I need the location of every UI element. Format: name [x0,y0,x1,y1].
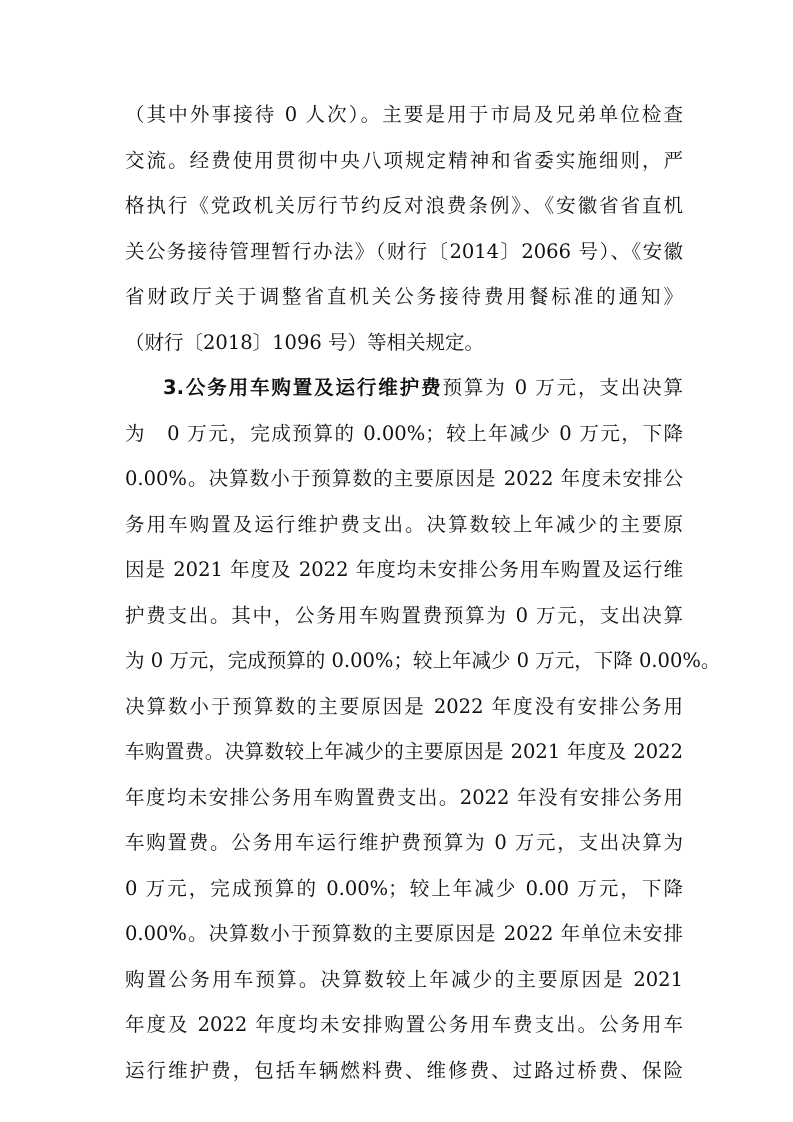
text-line: 年度及 2022 年度均未安排购置公务用车费支出。公务用车 [125,1013,683,1036]
text-line: 运行维护费，包括车辆燃料费、维修费、过路过桥费、保险 [125,1058,683,1082]
text-line: （财行〔2018〕1096 号）等相关规定。 [125,330,484,354]
text-line: 交流。经费使用贯彻中央八项规定精神和省委实施细则，严 [125,148,683,172]
text-span: 预算为 0 万元，支出决算 [442,376,683,399]
text-line: 决算数小于预算数的主要原因是 2022 年度没有安排公务用 [125,694,683,718]
text-line: 购置公务用车预算。决算数较上年减少的主要原因是 2021 [125,967,683,991]
text-line: （其中外事接待 0 人次）。主要是用于市局及兄弟单位检查 [125,103,683,126]
text-line: 0.00%。决算数小于预算数的主要原因是 2022 年度未安排公 [125,467,683,490]
paragraph-vehicle-costs [125,365,721,1093]
text-line: 护费支出。其中，公务用车购置费预算为 0 万元，支出决算 [125,603,683,627]
text-line: 0.00%。决算数小于预算数的主要原因是 2022 年单位未安排 [125,922,683,945]
text-line: 年度均未安排公务用车购置费支出。2022 年没有安排公务用 [125,785,683,809]
text-line: 为 0 万元，完成预算的 0.00%；较上年减少 0 万元，下降 0.00%。 [125,649,721,672]
text-line: 为 0 万元，完成预算的 0.00%；较上年减少 0 万元，下降 [125,421,683,445]
text-line: 格执行《党政机关厉行节约反对浪费条例》、《安徽省省直机 [125,194,683,217]
section-heading: 3.公务用车购置及运行维护费 [163,376,443,399]
text-line: 省财政厅关于调整省直机关公务接待费用餐标准的通知》 [125,285,683,308]
paragraph-reception [125,92,683,365]
text-line: 关公务接待管理暂行办法》（财行〔2014〕2066 号）、《安徽 [125,239,683,263]
document-page [125,92,721,1093]
text-line: 车购置费。公务用车运行维护费预算为 0 万元，支出决算为 [125,831,683,854]
text-line-first [125,365,683,411]
text-line: 务用车购置及运行维护费支出。决算数较上年减少的主要原 [125,512,683,536]
text-line: 0 万元，完成预算的 0.00%；较上年减少 0.00 万元，下降 [125,876,683,900]
text-line: 车购置费。决算数较上年减少的主要原因是 2021 年度及 2022 [125,740,683,763]
text-line: 因是 2021 年度及 2022 年度均未安排公务用车购置及运行维 [125,558,683,581]
